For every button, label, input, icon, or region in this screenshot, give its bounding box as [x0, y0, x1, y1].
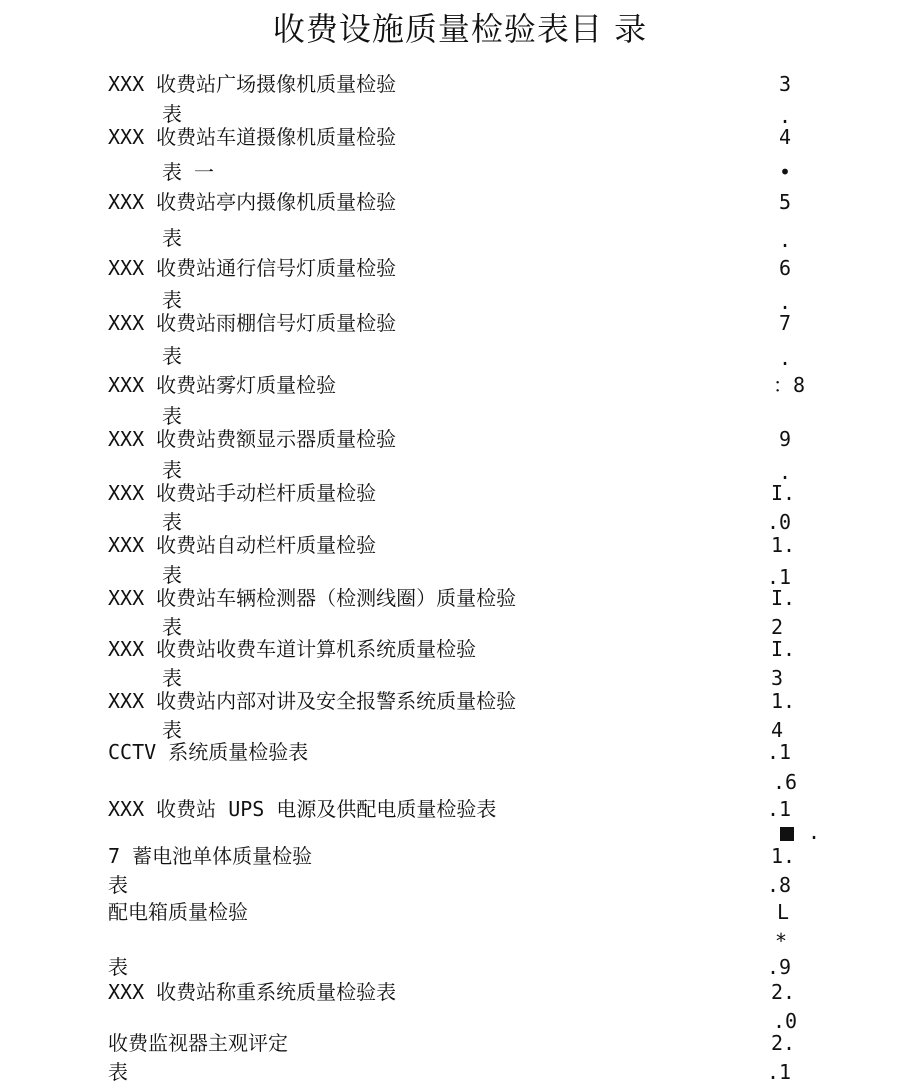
toc-entry-continuation: 表 [162, 666, 182, 690]
toc-entry-title: CCTV 系统质量检验表 [108, 740, 309, 764]
toc-entry-page-cont: 4 [771, 718, 784, 742]
toc-entry-page: 6 [779, 256, 792, 280]
toc-entry-title: XXX 收费站费额显示器质量检验 [108, 427, 397, 451]
toc-entry-page-cont: 3 [771, 666, 784, 690]
toc-entry-page-cont: . [779, 228, 792, 252]
toc-entry-title: XXX 收费站通行信号灯质量检验 [108, 256, 397, 280]
toc-entry-page: .1 [767, 740, 792, 764]
toc-entry-page: I. [771, 586, 796, 610]
toc-entry-page-cont: .9 [767, 955, 792, 979]
toc-entry-title: XXX 收费站手动栏杆质量检验 [108, 481, 377, 505]
toc-entry-page-cont: 2 [771, 615, 784, 639]
toc-entry-page-cont: . [779, 460, 792, 484]
toc-entry-title: XXX 收费站雨棚信号灯质量检验 [108, 311, 397, 335]
toc-entry-page: 7 [779, 311, 792, 335]
toc-entry-page-cont: . [808, 820, 821, 844]
toc-entry-page: L [777, 900, 790, 924]
toc-entry-page: I. [771, 637, 796, 661]
toc-entry-page-cont: .1 [767, 1060, 792, 1084]
toc-entry-page: 1. [771, 844, 796, 868]
toc-entry-title: XXX 收费站车辆检测器（检测线圈）质量检验 [108, 586, 517, 610]
toc-entry-page-cont: . [779, 290, 792, 314]
toc-entry-title: XXX 收费站自动栏杆质量检验 [108, 533, 377, 557]
toc-entry-page: 1. [771, 533, 796, 557]
toc-entry-title: XXX 收费站雾灯质量检验 [108, 373, 337, 397]
toc-entry-page-cont: .1 [767, 565, 792, 589]
toc-entry-continuation: 表 一 [162, 160, 215, 184]
toc-entry-page: 2. [771, 1031, 796, 1055]
toc-entry-page-cont: .0 [767, 510, 792, 534]
toc-entry-page-cont: .6 [773, 770, 798, 794]
toc-entry-page: 9 [779, 427, 792, 451]
toc-entry-continuation: 表 [162, 404, 182, 428]
toc-entry-title: XXX 收费站 UPS 电源及供配电质量检验表 [108, 797, 497, 821]
toc-entry-page: 1. [771, 689, 796, 713]
toc-entry-continuation: 表 [162, 718, 182, 742]
toc-entry-page-cont: * [775, 929, 788, 953]
toc-entry-page-cont: . [779, 104, 792, 128]
toc-entry-page: .1 [767, 797, 792, 821]
toc-entry-continuation: 表 [162, 458, 182, 482]
toc-entry-continuation: 表 [108, 955, 128, 979]
page-title: 收费设施质量检验表目 录 [272, 10, 648, 48]
toc-entry-continuation: 表 [108, 1060, 128, 1084]
toc-entry-title: 7 蓄电池单体质量检验 [108, 844, 313, 868]
toc-entry-page: 4 [779, 125, 792, 149]
toc-entry-continuation: 表 [162, 226, 182, 250]
toc-entry-continuation: 表 [162, 102, 182, 126]
toc-entry-continuation: 表 [162, 510, 182, 534]
toc-entry-page: 3 [779, 72, 792, 96]
toc-entry-continuation: 表 [162, 615, 182, 639]
toc-entry-page-cont: • [779, 160, 792, 184]
toc-entry-title: XXX 收费站称重系统质量检验表 [108, 980, 397, 1004]
toc-entry-page-cont: .0 [773, 1009, 798, 1033]
toc-entry-title: XXX 收费站内部对讲及安全报警系统质量检验 [108, 689, 517, 713]
toc-entry-page: ：8 [773, 373, 806, 397]
toc-entry-page: 5 [779, 190, 792, 214]
toc-entry-page: 2. [771, 980, 796, 1004]
toc-entry-title: XXX 收费站车道摄像机质量检验 [108, 125, 397, 149]
toc-entry-title: 配电箱质量检验 [108, 900, 248, 924]
black-square-icon [780, 821, 794, 845]
toc-entry-title: XXX 收费站广场摄像机质量检验 [108, 72, 397, 96]
toc-entry-continuation: 表 [108, 873, 128, 897]
toc-entry-title: 收费监视器主观评定 [108, 1031, 288, 1055]
toc-entry-continuation: 表 [162, 288, 182, 312]
toc-entry-title: XXX 收费站亭内摄像机质量检验 [108, 190, 397, 214]
toc-entry-continuation: 表 [162, 563, 182, 587]
toc-entry-page: I. [771, 481, 796, 505]
toc-entry-page-cont: . [779, 346, 792, 370]
toc-entry-continuation: 表 [162, 344, 182, 368]
toc-entry-title: XXX 收费站收费车道计算机系统质量检验 [108, 637, 477, 661]
toc-entry-page-cont: .8 [767, 873, 792, 897]
